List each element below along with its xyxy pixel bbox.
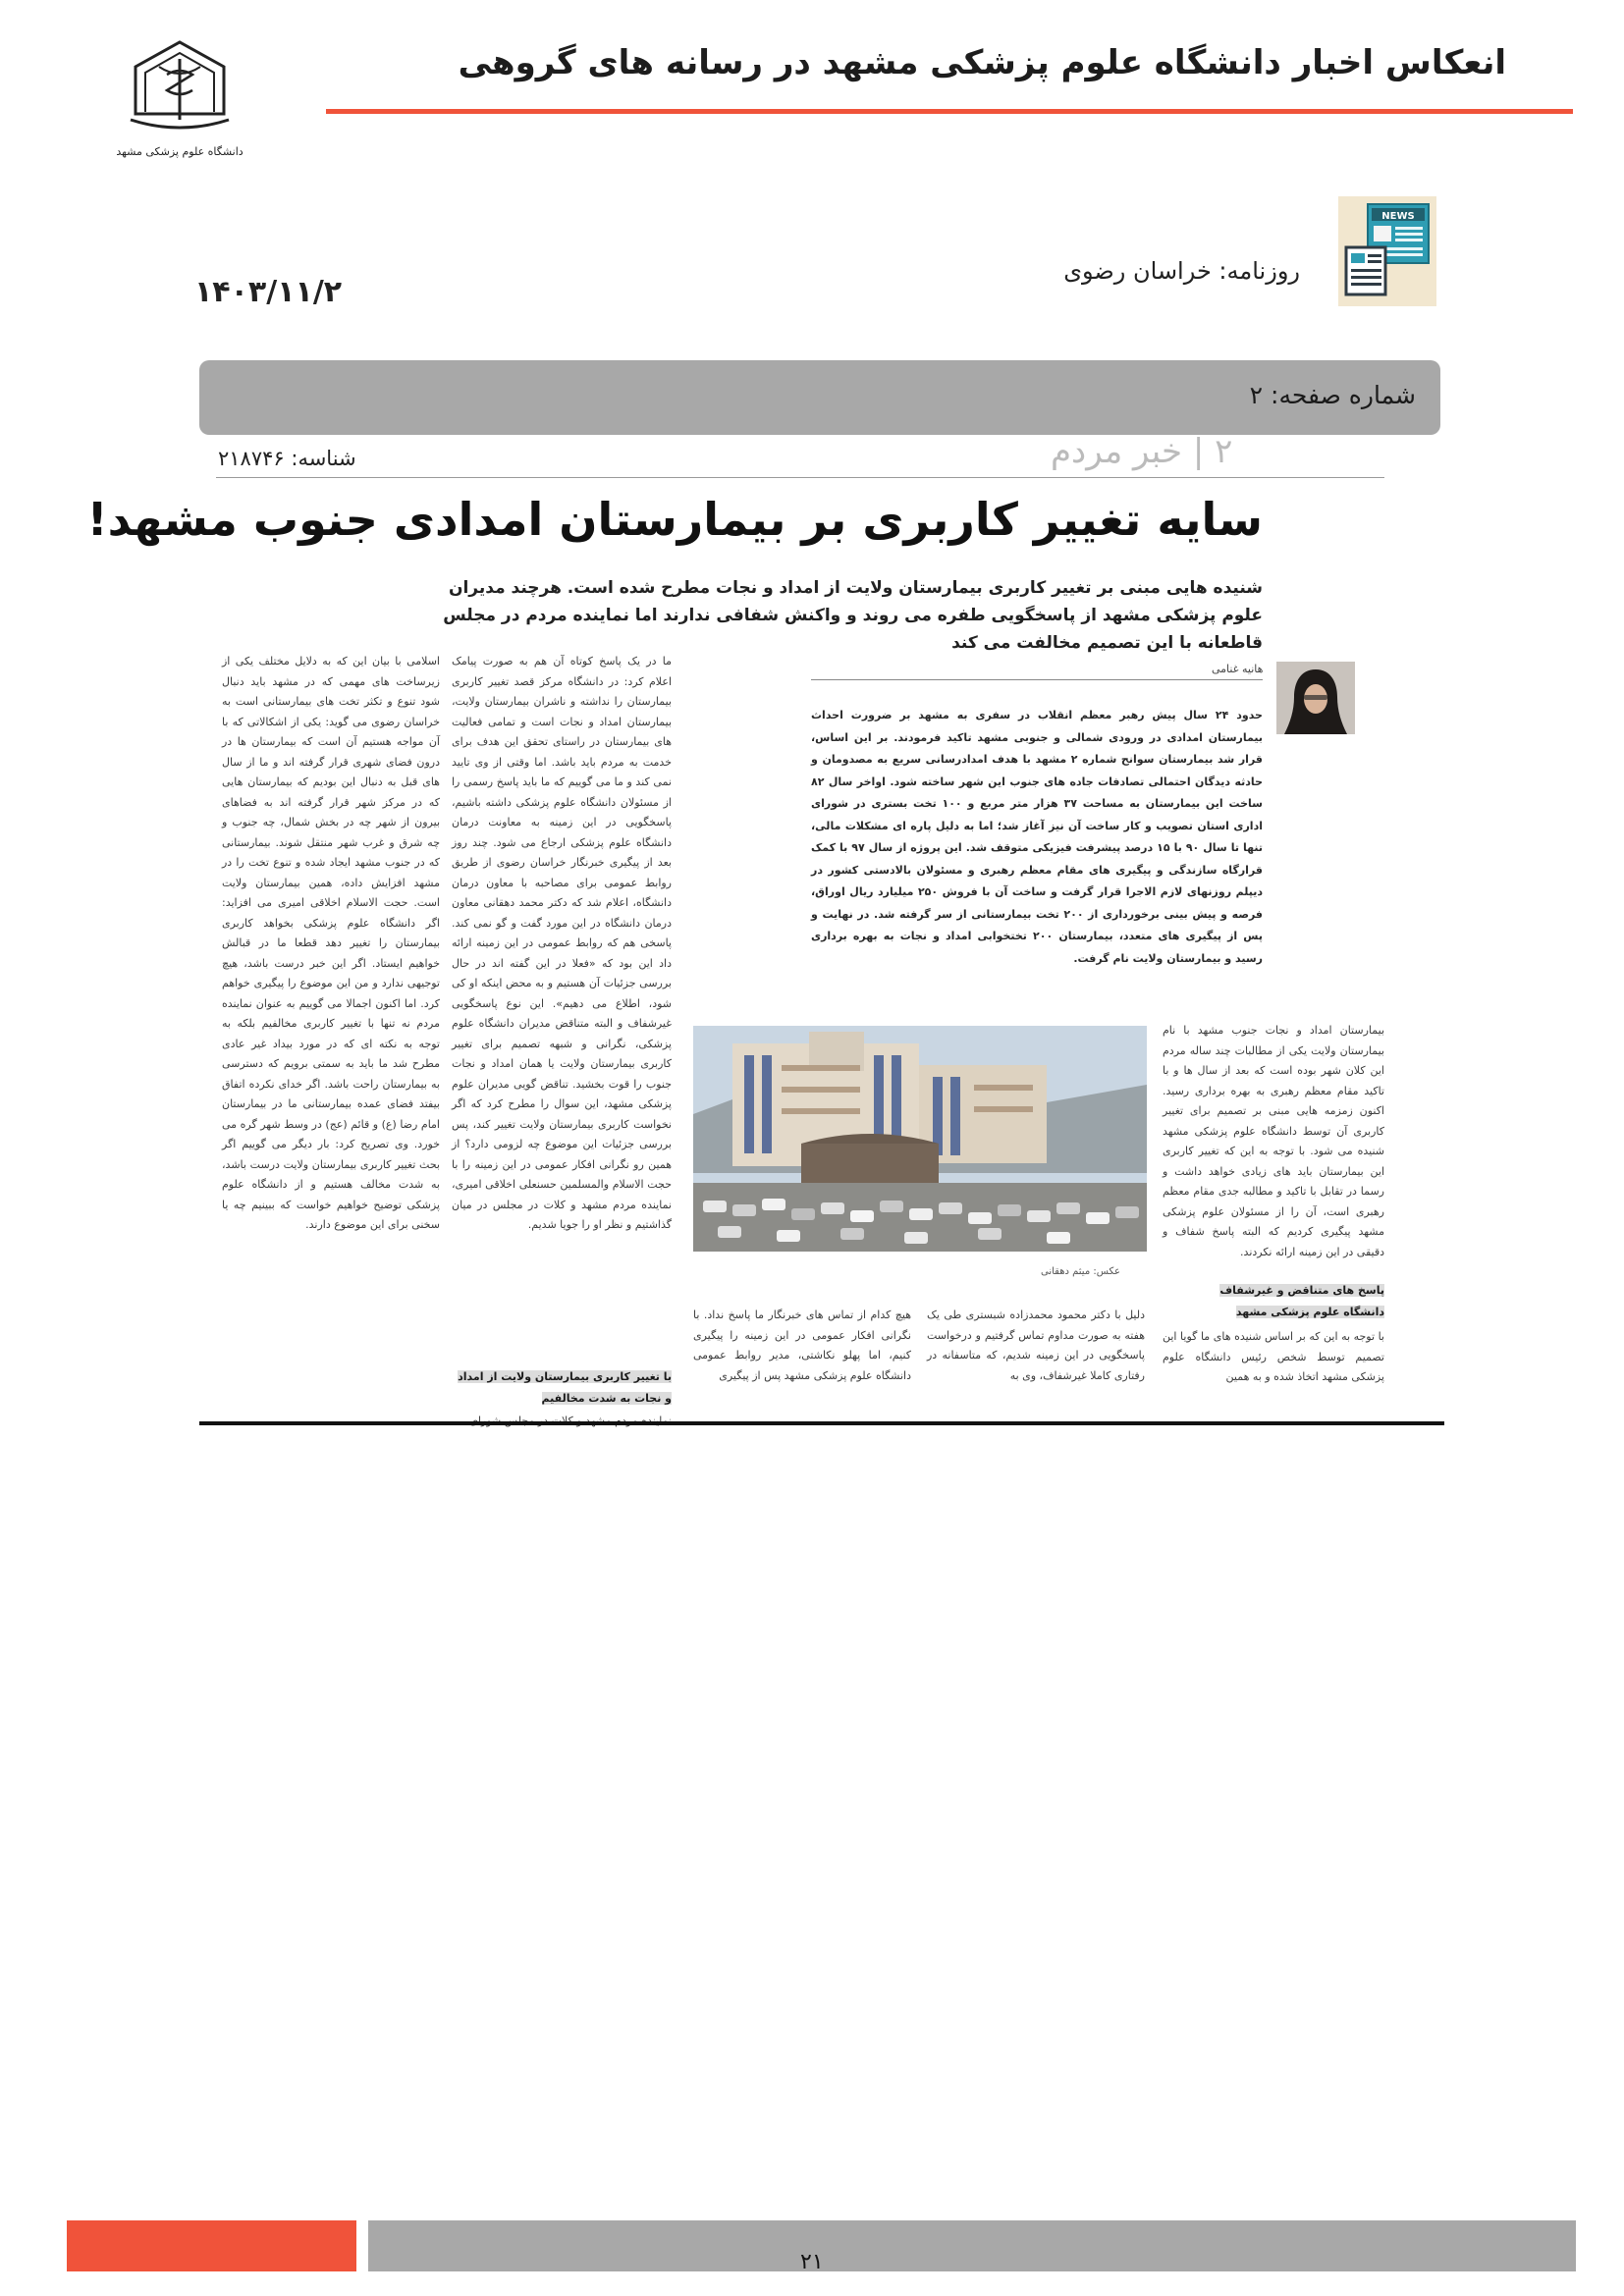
footer-bar [368, 2220, 1576, 2271]
clipping-id: شناسه: ۲۱۸۷۴۶ [218, 447, 356, 470]
newspaper-name: روزنامه: خراسان رضوی [1063, 257, 1300, 285]
footer-accent-bar [67, 2220, 356, 2271]
article-column-middle: ما در یک پاسخ کوتاه آن هم به صورت پیامک اعلام کرد: در دانشگاه مرکز قصد تغییر کاربری بیمارستان را نداشته و ناشران بیمارستان ولایت، بیمارستان امداد و نجات است و تمامی فعالیت های بیمارستان در راستای تحقق این هدف برای خدمت به مردم باید باشد. اما وقتی از وی تایید نمی کند و ما می گوییم که ما باید پاسخ رسمی را از مسئولان دانشگاه علوم پزشکی داشته باشیم، پاسخگویی در این زمینه به معاونت درمان دانشگاه علوم پزشکی ارجاع می شود. چند روز بعد از پیگیری خبرنگار خراسان رضوی از طریق روابط عمومی برای مصاحبه با معاون درمان دانشگاه، اعلام شد که دکتر محمد دهقانی معاون درمان دانشگاه در این مورد گفت و گو نمی کند. پاسخی هم که روابط عمومی در این زمینه ارائه داد این بود که «فعلا در این گفته اند در حال بررسی جزئیات آن هستیم و به محض اینکه او کی شود، اطلاع می دهیم». این نوع پاسخگویی غیرشفاف و البته متناقض مدیران دانشگاه علوم پزشکی، نگرانی و شبهه تصمیم برای تغییر کاربری بیمارستان ولایت یا همان امداد و نجات جنوب را قوت بخشید. تناقض گویی مدیران علوم پزشکی مشهد، این سوال را مطرح کرد که اگر نخواست کاربری بیمارستان ولایت تغییر کند، پس بررسی جزئیات این موضوع چه لزومی دارد؟ از همین رو نگرانی افکار عمومی در این زمینه را با حجت الاسلام والمسلمین حسنعلی اخلاقی امیری، نماینده مردم مشهد و کلات در مجلس در میان گذاشتیم و نظر او را جویا شدیم. [452, 655, 672, 1231]
article-column-right-continued: با توجه به این که بر اساس شنیده های ما گویا این تصمیم توسط شخص رئیس دانشگاه علوم پزشکی مشهد اتخاذ شده و به همین [1163, 1330, 1384, 1383]
article-column-bottom-right: دلیل با دکتر محمود محمدزاده شبستری طی یک هفته به صورت مداوم تماس گرفتیم و درخواست پاسخگویی در این زمینه شدیم، که متاسفانه در رفتاری کاملا غیرشفاف، وی به [927, 1308, 1145, 1382]
author-name: هانیه غنامی [1212, 663, 1264, 675]
clipping-top-rule [216, 477, 1384, 478]
svg-text:NEWS: NEWS [1381, 211, 1415, 222]
article-column-left: اسلامی با بیان این که به دلایل مختلف یکی از زیرساخت های مهمی که در مشهد باید دنبال شود تنوع و تکثر تخت های بیمارستانی است به خراسان رضوی می گوید: یکی از اشکالاتی که با آن مواجه هستیم آن است که بیمارستان ها در درون فضای شهری قرار گرفته اند و ما از سال های قبل به دنبال این بودیم که بیمارستان هایی که در مرکز شهر قرار گرفته اند به فضاهای بیرون از شهر چه در بخش شمال، چه جنوب و چه شرق و غرب شهر منتقل شوند. بیمارستانی که در جنوب مشهد ایجاد شده و تنوع تخت را در مشهد افزایش داده، همین بیمارستان ولایت است. حجت الاسلام اخلاقی امیری می افزاید: اگر دانشگاه علوم پزشکی بخواهد کاربری بیمارستان را تغییر دهد قطعا ما در قبالش خواهیم ایستاد. اگر این خبر درست باشد، هیچ توجیهی ندارد و من این موضوع را پیگیری خواهم کرد. اما اکنون اجمالا می گوییم به عنوان نماینده مردم نه تنها با تغییر کاربری مخالفیم بلکه به توجه به نکته ای که در مورد بیداد غیر عادی مطرح شد ما باید به سمتی برویم که دسترسی به بیمارستان راحت باشد. اگر خدای نکرده اتفاق بیفتد فضای عمده بیمارستانی ما در بیمارستان امام رضا (ع) و قائم (عج) در وسط شهر گره می خورد. وی تصریح کرد: بار دیگر می گوییم اگر بحث تغییر کاربری بیمارستان ولایت درست باشد، به شدت مخالف هستیم و از دانشگاه علوم پزشکی توضیح خواهیم خواست که ببینیم چه یا سخنی برای این موضوع دارند. [222, 655, 440, 1231]
article-column-bottom-left: هیچ کدام از تماس های خبرنگار ما پاسخ نداد. با نگرانی افکار عمومی در این زمینه را پیگیری کنیم، اما پهلو نکاشتی، مدیر روابط عمومی دانشگاه علوم پزشکی مشهد پس از پیگیری [693, 1308, 911, 1382]
publication-date: ۱۴۰۳/۱۱/۲ [194, 275, 343, 309]
article-headline: سایه تغییر کاربری بر بیمارستان امدادی جنوب مشهد! [86, 493, 1263, 546]
callout-text: با تغییر کاربری بیمارستان ولایت از امداد و نجات به شدت مخالفیم [458, 1370, 672, 1405]
article-lead: شنیده هایی مبنی بر تغییر کاربری بیمارستان ولایت از امداد و نجات مطرح شده است. هرچند مدیران علوم پزشکی مشهد از پاسخگویی طفره می روند و واکنش شفافی ندارند اما نماینده مردم در مجلس قاطعانه با این تصمیم مخالفت می کند [443, 578, 1263, 653]
page-number-label: شماره صفحه: ۲ [1249, 381, 1416, 409]
article-callout [452, 1366, 672, 1410]
hospital-photo [693, 1026, 1147, 1252]
university-logo [116, 37, 244, 165]
intro-paragraph: حدود ۲۴ سال پیش رهبر معظم انقلاب در سفری به مشهد بر ضرورت احداث بیمارستان امدادی در ورودی شمالی و جنوبی مشهد تاکید فرمودند. بر این اساس، قرار شد بیمارستان سوانح شماره ۲ مشهد با هدف امدادرسانی سریع به مصدومان و حادثه دیدگان احتمالی تصادفات جاده های جنوب این شهر ساخته شود. اواخر سال ۸۲ ساخت این بیمارستان به مساحت ۳۷ هزار متر مربع و ۱۰۰ تخت بستری در شورای اداری استان تصویب و کار ساخت آن نیز آغاز شد؛ اما به دلیل پاره ای مشکلات مالی، تنها تا سال ۹۰ با ۱۵ درصد پیشرفت فیزیکی متوقف شد. این پروژه از سال ۹۷ با کمک قرارگاه سازندگی و پیگیری های مقام معظم رهبری و مسئولان بالادستی کشور در دیپلم روزنهای لازم الاجرا قرار گرفت و ساخت آن با فروش ۲۵۰ میلیارد ریال اوراق، فرصه و پیش بینی برخورداری از ۲۰۰ تخت بیمارستانی از سر گرفته شد. در نهایت و پس از پیگیری های متعدد، بیمارستان ۲۰۰ تختخوابی امداد و نجات به بهره برداری رسید و بیمارستان ولایت نام گرفت. [811, 709, 1264, 965]
clipping-bottom-rule [199, 1421, 1444, 1425]
header-divider [326, 109, 1573, 114]
subheading-text: پاسخ های متناقض و غیرشفاف دانشگاه علوم پزشکی مشهد [1219, 1284, 1384, 1318]
svg-text:دانشگاه علوم پزشکی مشهد: دانشگاه علوم پزشکی مشهد [116, 145, 244, 158]
author-photo [1276, 662, 1355, 734]
author-avatar-icon [1276, 662, 1355, 734]
news-icon [1338, 196, 1436, 306]
report-title: انعکاس اخبار دانشگاه علوم پزشکی مشهد در رسانه های گروهی [458, 43, 1506, 82]
photo-caption: عکس: میثم دهقانی [1041, 1266, 1120, 1277]
paper-section-mark: ۲ | خبر مردم [1051, 432, 1233, 471]
article-subheading [1178, 1280, 1384, 1323]
article-column-right: بیمارستان امداد و نجات جنوب مشهد با نام بیمارستان ولایت یکی از مطالبات چند ساله مردم این کلان شهر بوده است که بعد از سال ها و با تاکید مقام معظم رهبری به بهره برداری رسید. اکنون زمزمه هایی مبنی بر تصمیم برای تغییر کاربری آن توسط دانشگاه علوم پزشکی مشهد شنیده می شود. با توجه به این که تغییر کاربری این بیمارستان باید های زیادی خواهد داشت و رسما در تقابل با تاکید و مطالبه جدی مقام معظم رهبری است، آن را از مسئولان علوم پزشکی مشهد پیگیری کردیم که البته پاسخ شفاف و دقیقی در این زمینه ارائه نکردند. [1163, 1024, 1384, 1258]
footer-page-number: ۲۱ [800, 2250, 824, 2274]
